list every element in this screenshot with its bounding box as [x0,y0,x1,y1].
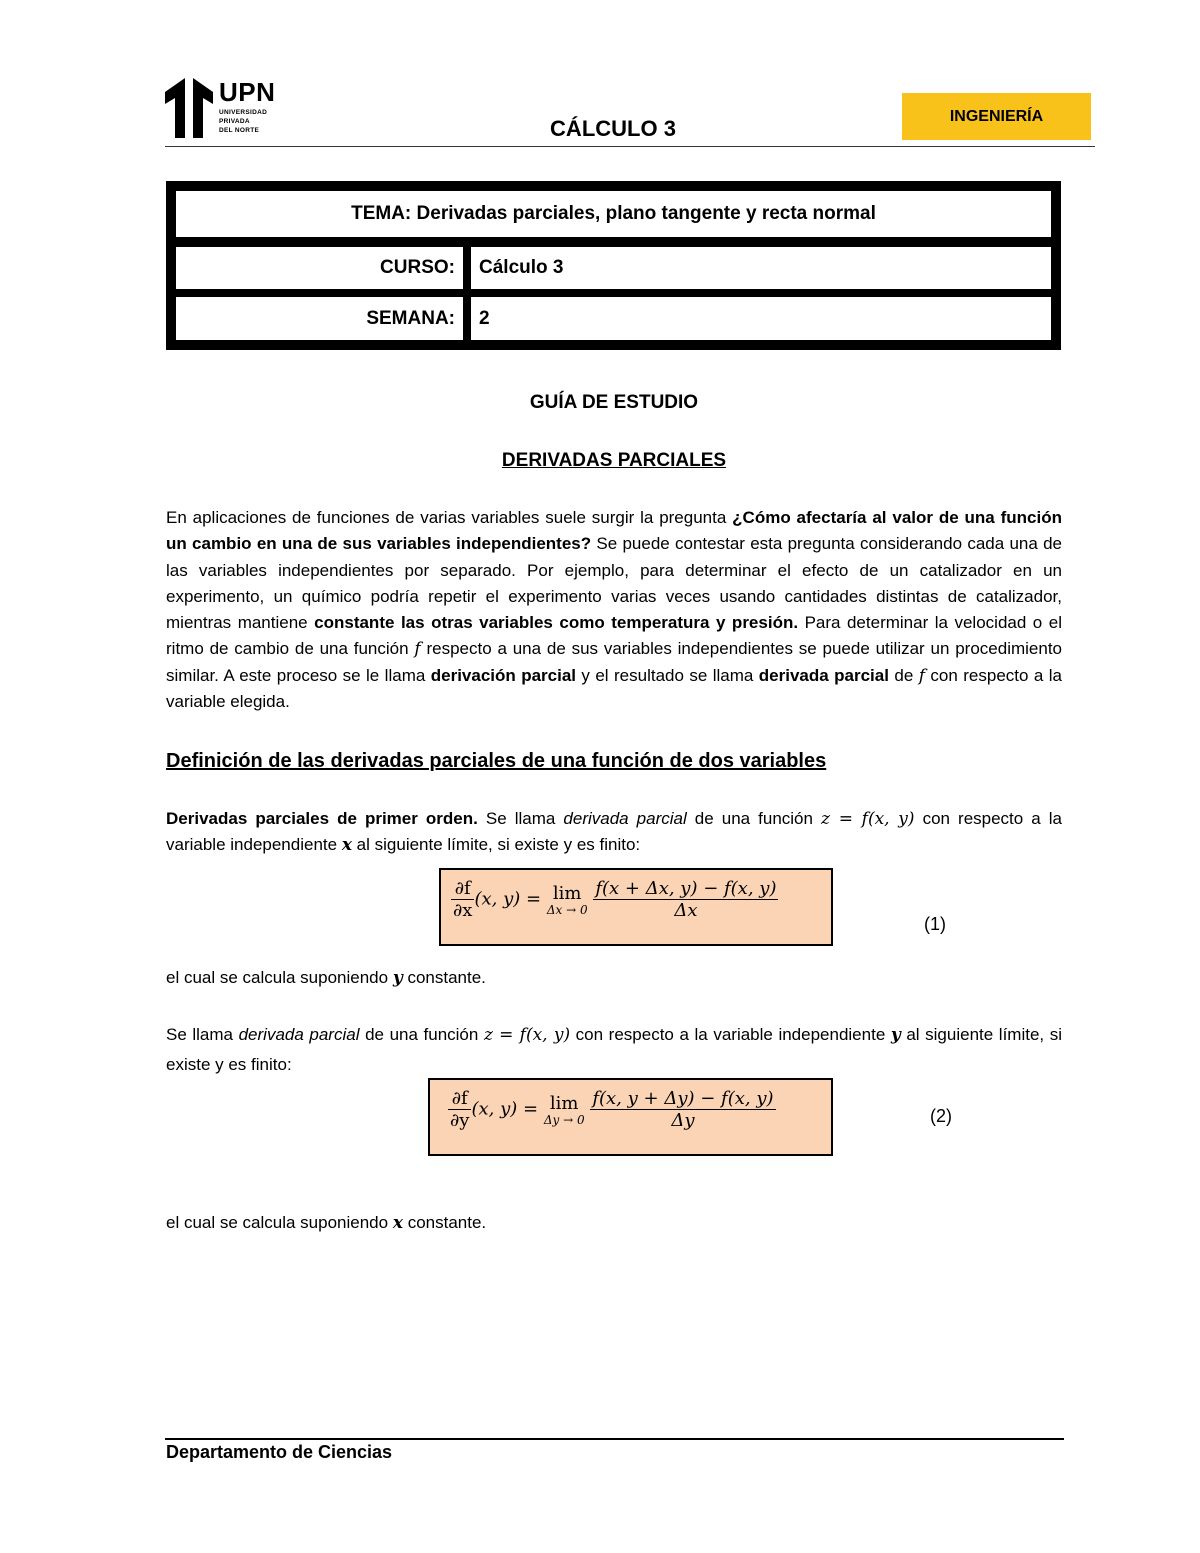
tema-cell: TEMA: Derivadas parciales, plano tangente y recta normal [176,191,1051,237]
definition-heading: Definición de las derivadas parciales de una función de dos variables [166,750,827,772]
logo-subtext-2: PRIVADA [219,118,250,125]
curso-value: Cálculo 3 [471,247,1051,289]
guide-title: GUÍA DE ESTUDIO [529,392,699,413]
formula-box-1 [439,868,833,946]
equation-number-2: (2) [930,1106,952,1126]
curso-label: CURSO: [176,247,463,289]
semana-label: SEMANA: [176,297,463,340]
formula-box-2 [428,1078,833,1156]
footer-department: Departamento de Ciencias [166,1442,393,1462]
header-divider [165,146,1095,147]
note-2: el cual se calcula suponiendo x constante. [166,1213,487,1233]
intro-paragraph: En aplicaciones de funciones de varias variables suele surgir la pregunta ¿Cómo afectaría al valor de una función un cambio en una de sus variables independientes? Se puede contestar esta pregunta considerando cada una de las variables independientes por separado. Por ejemplo, para determinar el efecto de un catalizador en un experimento, un químico podría repetir el experimento varias veces usando cantidades distintas de catalizador, mientras mantiene constante las otras variables como temperatura y presión. Para determinar la velocidad o el ritmo de cambio de una función f respecto a una de sus variables independientes se puede utilizar un procedimiento similar. A este proceso se le llama derivación parcial y el resultado se llama derivada parcial de f con respecto a la variable elegida. [166,508,1062,712]
equation-number-1: (1) [924,914,946,934]
section-title: DERIVADAS PARCIALES [501,450,727,471]
footer-divider [165,1438,1064,1440]
logo-text: UPN [219,77,276,107]
semana-value: 2 [471,297,1051,340]
definition-2-paragraph: Se llama derivada parcial de una función z = f(x, y) con respecto a la variable independiente y al siguiente límite, si existe y es finito: [166,1025,1062,1074]
definition-1-paragraph: Derivadas parciales de primer orden. Se llama derivada parcial de una función z = f(x, y) con respecto a la variable independiente x al siguiente límite, si existe y es finito: [166,809,1063,856]
info-table [166,181,1061,350]
course-title: CÁLCULO 3 [550,116,676,141]
partial-x-formula: $\frac{\partial f}{\partial x}$ (x, y) = lim Δx → 0 $\frac{f(x + \Delta x, y) - f(x, y)}{\Delta x}$ [453,878,777,921]
logo-subtext-1: UNIVERSIDAD [219,109,268,116]
faculty-badge: INGENIERÍA [902,93,1091,140]
partial-y-formula: $\frac{\partial f}{\partial y}$ (x, y) = lim Δy → 0 $\frac{f(x, y + \Delta y) - f(x, y)}{\Delta y}$ [450,1088,774,1131]
note-1: el cual se calcula suponiendo y constante. [166,968,486,988]
logo-subtext-3: DEL NORTE [219,127,260,134]
